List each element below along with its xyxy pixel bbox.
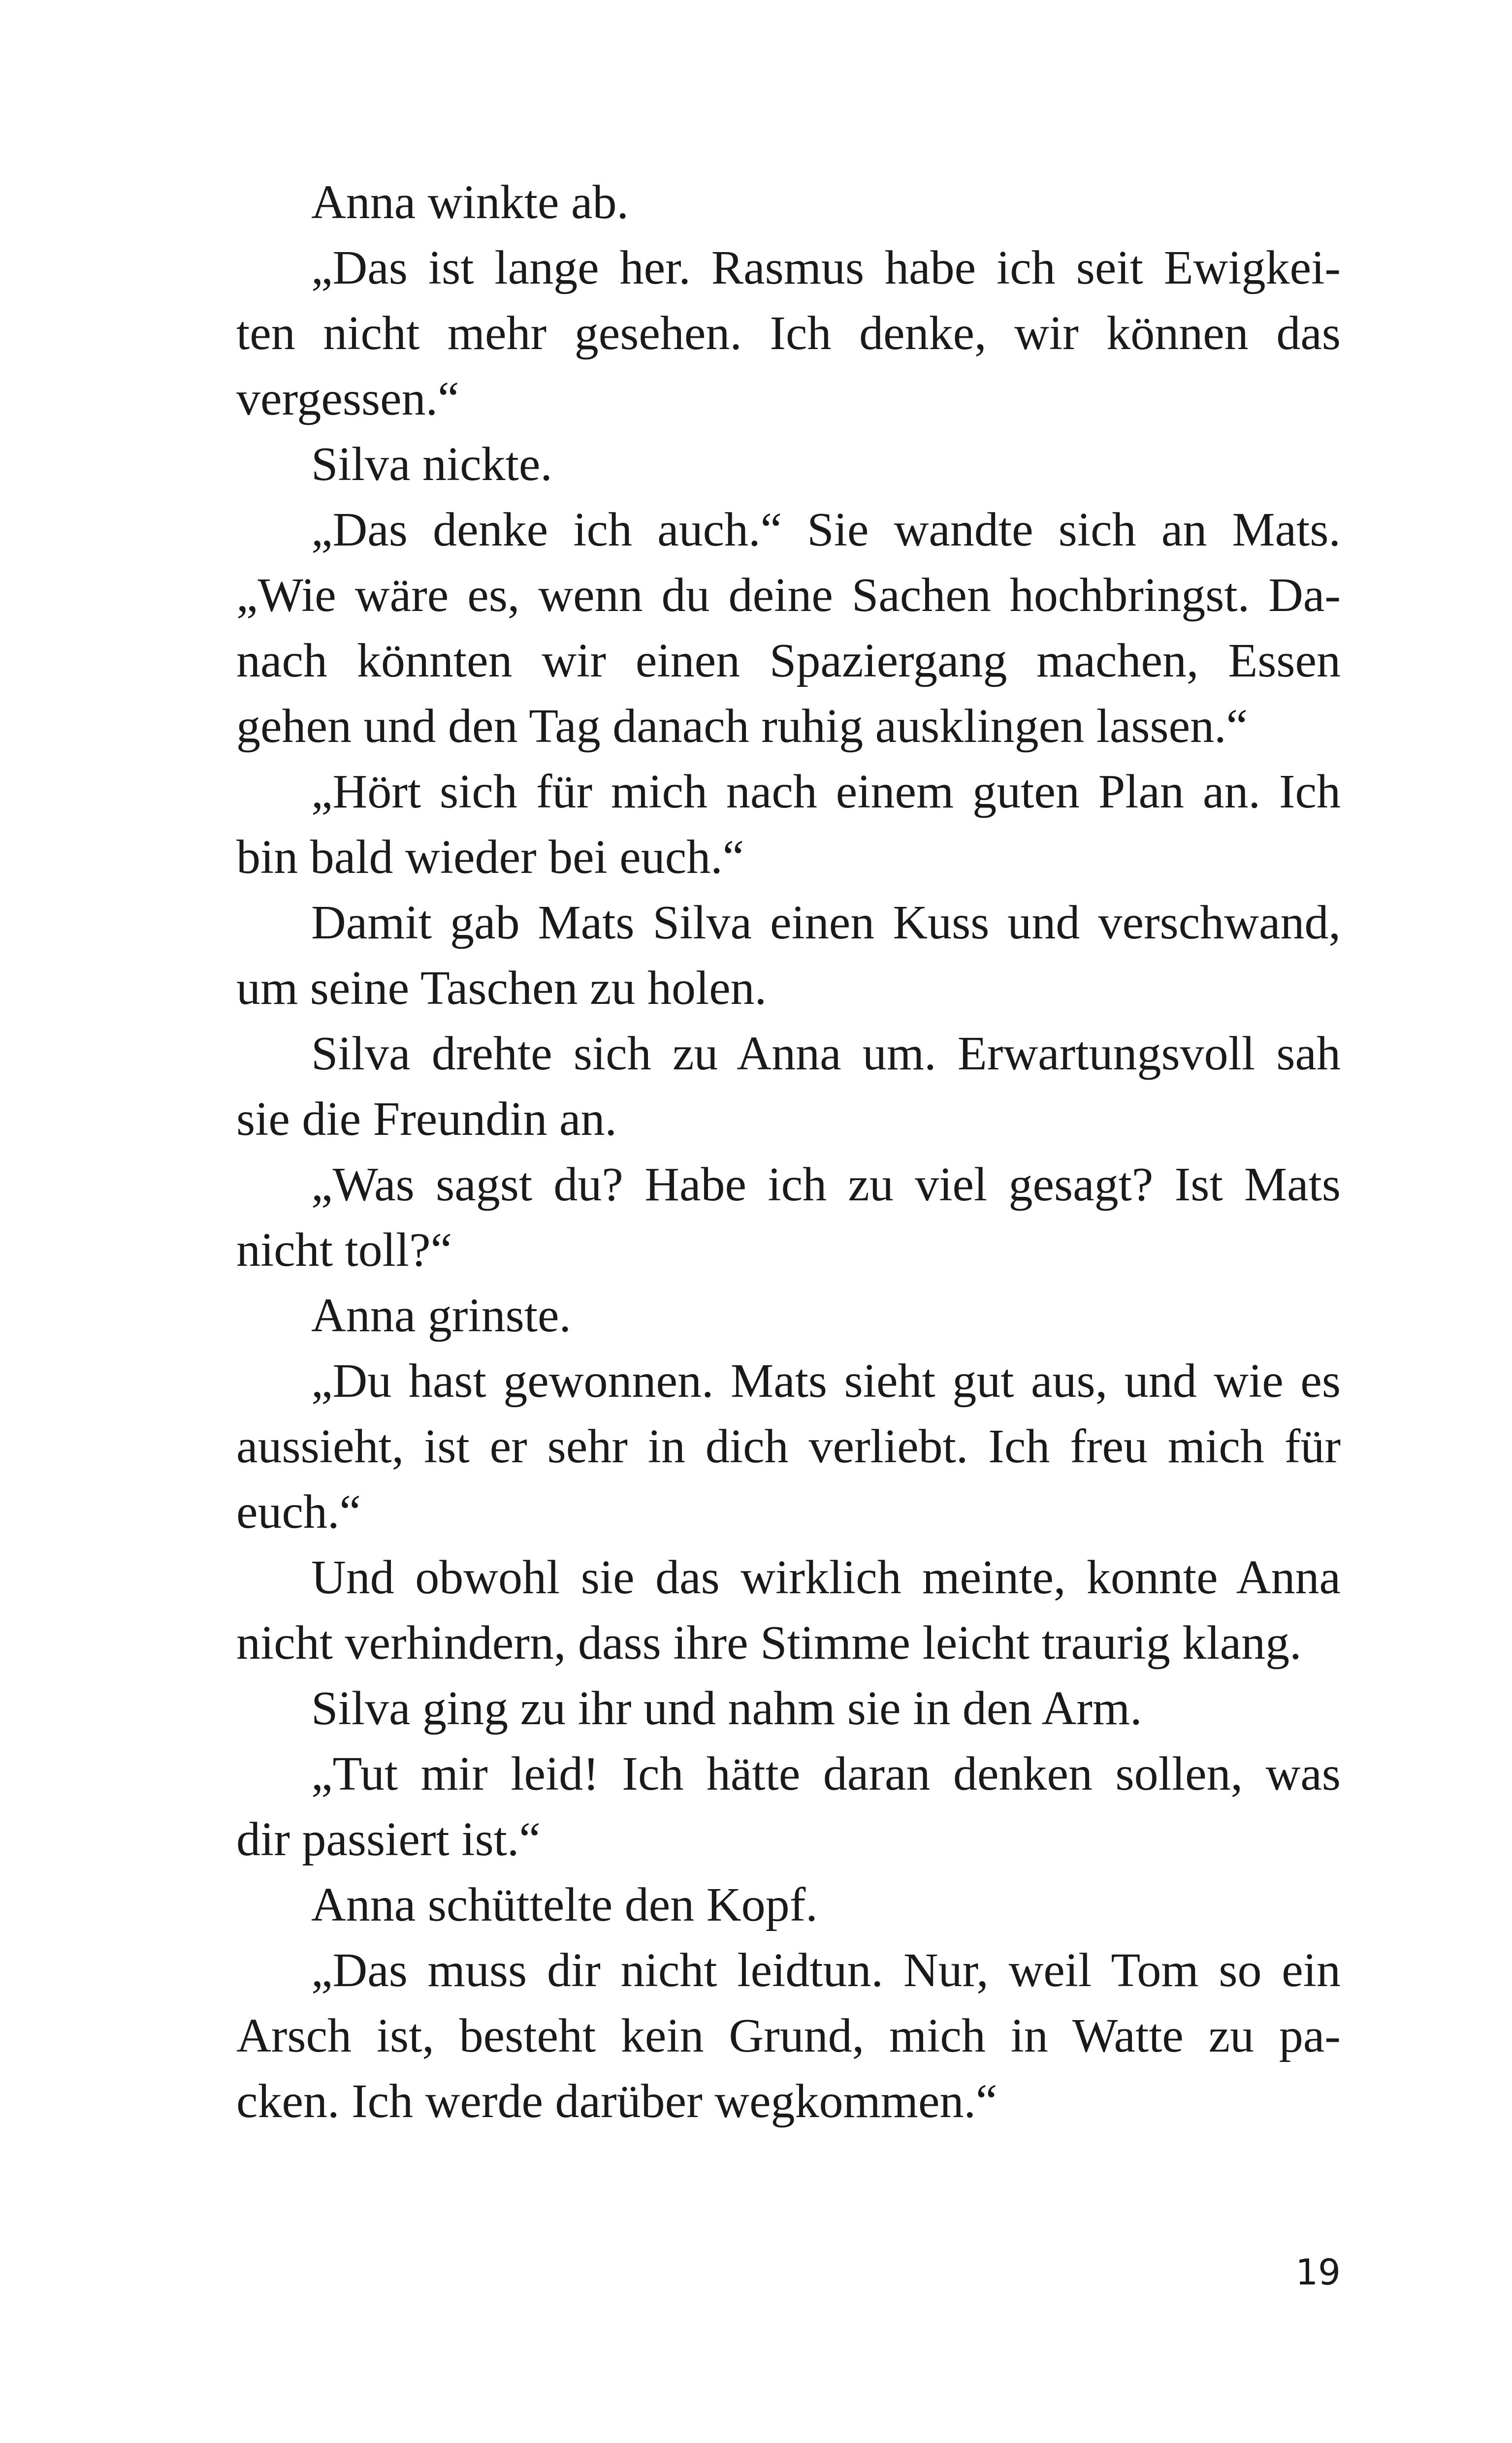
paragraph [236, 759, 1341, 890]
paragraph [236, 170, 1341, 235]
text-line: bin bald wieder bei euch.“ [236, 831, 744, 884]
text-line: ten nicht mehr gesehen. Ich denke, wir können das [236, 307, 1341, 360]
text-line: nach könnten wir einen Spaziergang machen, Essen [236, 634, 1341, 687]
text-line: Silva drehte sich zu Anna um. Erwartungsvoll sah [311, 1027, 1341, 1080]
paragraph [236, 1545, 1341, 1676]
text-line: Silva nickte. [311, 438, 552, 491]
body-text [236, 170, 1341, 2134]
paragraph [236, 1938, 1341, 2134]
page-number: 19 [1295, 2251, 1341, 2293]
text-line: Anna schüttelte den Kopf. [311, 1878, 818, 1931]
paragraph [236, 235, 1341, 432]
text-line: vergessen.“ [236, 372, 459, 425]
text-line: „Das denke ich auch.“ Sie wandte sich an Mats. [311, 503, 1341, 556]
text-line: aussieht, ist er sehr in dich verliebt. Ich freu mich für [236, 1420, 1341, 1473]
paragraph [236, 1283, 1341, 1349]
text-line: „Das muss dir nicht leidtun. Nur, weil Tom so ein [311, 1944, 1341, 1997]
paragraph [236, 497, 1341, 759]
text-line: „Wie wäre es, wenn du deine Sachen hochbringst. Da- [236, 569, 1341, 622]
paragraph [236, 1349, 1341, 1545]
paragraph [236, 1676, 1341, 1741]
text-line: gehen und den Tag danach ruhig ausklingen lassen.“ [236, 700, 1248, 753]
text-line: Silva ging zu ihr und nahm sie in den Arm. [311, 1682, 1142, 1735]
text-line: Und obwohl sie das wirklich meinte, konnte Anna [311, 1551, 1341, 1604]
text-line: cken. Ich werde darüber wegkommen.“ [236, 2075, 997, 2128]
text-line: dir passiert ist.“ [236, 1813, 541, 1866]
text-line: sie die Freundin an. [236, 1093, 617, 1146]
text-line: „Du hast gewonnen. Mats sieht gut aus, und wie es [311, 1354, 1341, 1408]
text-line: euch.“ [236, 1485, 361, 1539]
paragraph [236, 890, 1341, 1021]
paragraph [236, 1021, 1341, 1152]
paragraph [236, 1741, 1341, 1872]
text-line: Anna grinste. [311, 1289, 571, 1342]
text-line: Arsch ist, besteht kein Grund, mich in Watte zu pa- [236, 2009, 1341, 2062]
text-line: nicht verhindern, dass ihre Stimme leicht traurig klang. [236, 1616, 1302, 1670]
text-line: „Hört sich für mich nach einem guten Plan an. Ich [311, 765, 1341, 818]
text-line: „Was sagst du? Habe ich zu viel gesagt? Ist Mats [311, 1158, 1341, 1211]
paragraph [236, 1872, 1341, 1938]
text-line: um seine Taschen zu holen. [236, 962, 767, 1015]
text-line: „Das ist lange her. Rasmus habe ich seit Ewigkei- [311, 241, 1341, 294]
text-line: nicht toll?“ [236, 1223, 452, 1277]
paragraph [236, 1152, 1341, 1283]
text-line: Anna winkte ab. [311, 176, 629, 229]
text-line: „Tut mir leid! Ich hätte daran denken sollen, was [311, 1747, 1341, 1800]
text-line: Damit gab Mats Silva einen Kuss und verschwand, [311, 896, 1341, 949]
paragraph [236, 432, 1341, 497]
